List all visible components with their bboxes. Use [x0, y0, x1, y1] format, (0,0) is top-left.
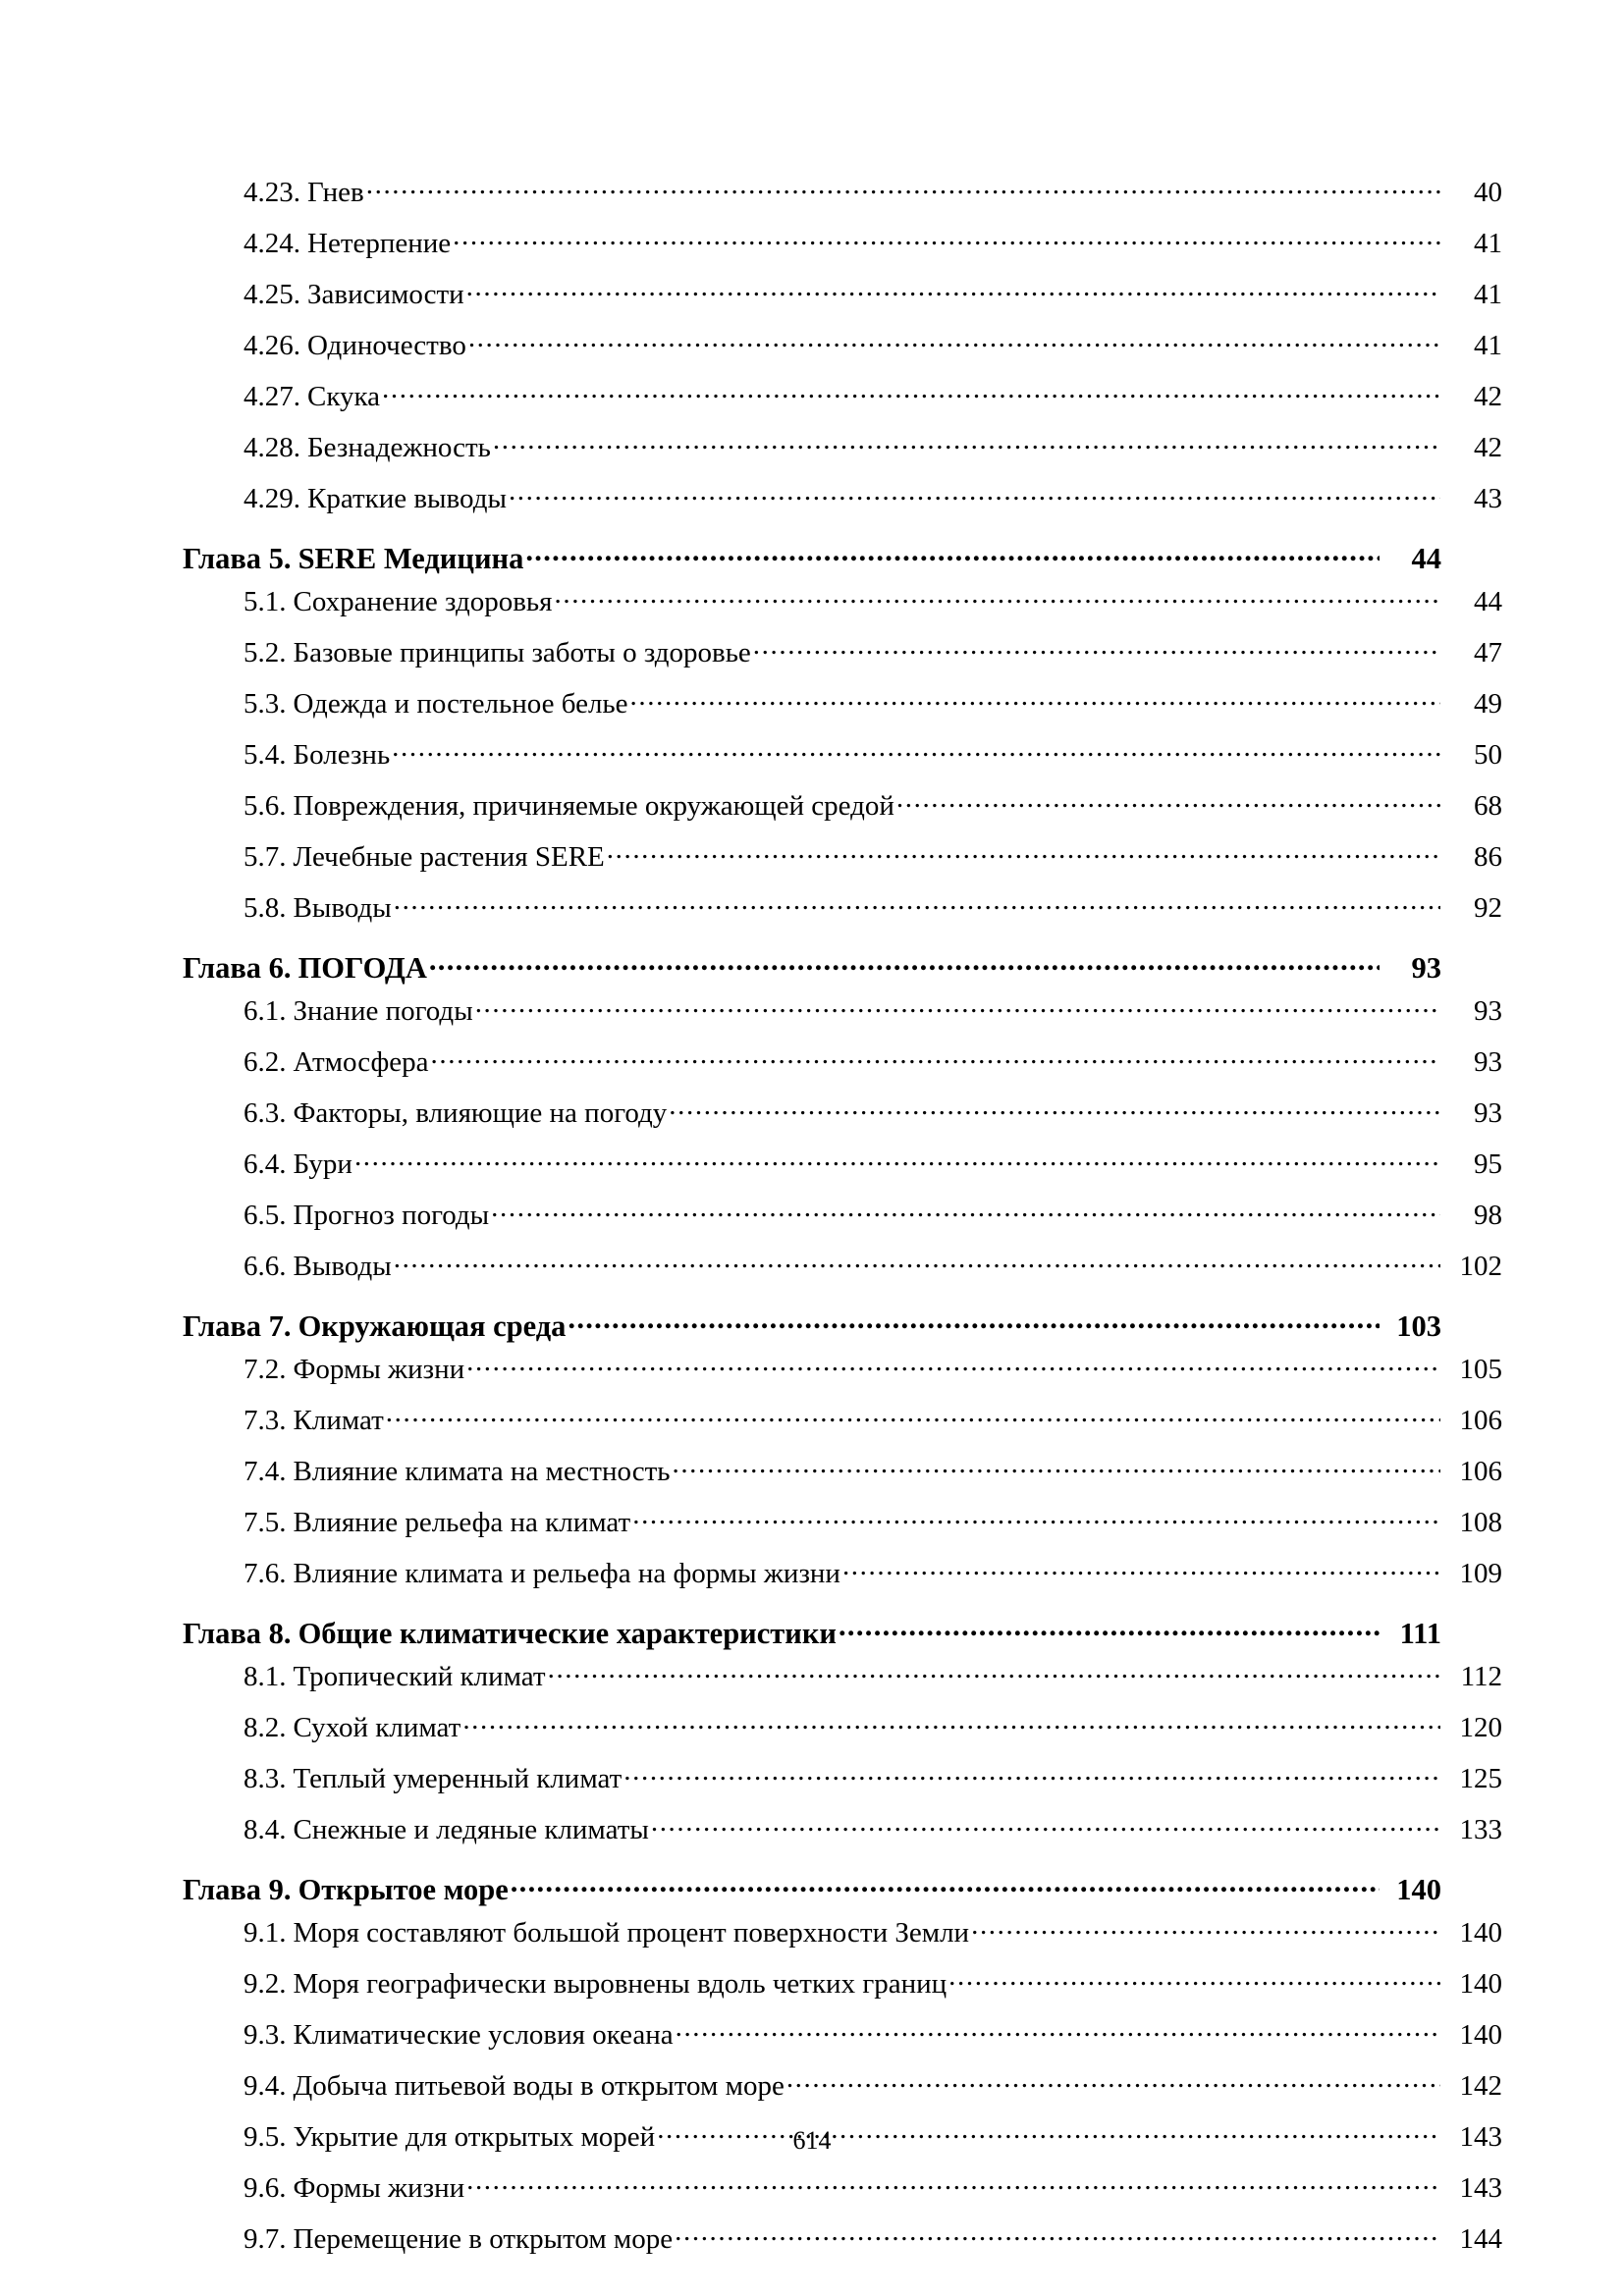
toc-section-entry[interactable] [244, 377, 1502, 411]
toc-entry-title: Снежные и ледяные климаты [293, 1814, 649, 1845]
toc-entry-page-number: 98 [1474, 1200, 1502, 1231]
toc-leader-dots [392, 735, 1440, 764]
toc-section-entry[interactable] [244, 2219, 1502, 2254]
toc-entry-title: Влияние климата на местность [293, 1456, 671, 1487]
toc-entry-number: 9.4. [244, 2070, 287, 2102]
table-of-contents [183, 173, 1502, 2270]
toc-section-entry[interactable] [244, 1964, 1502, 1999]
toc-entry-title: Одежда и постельное белье [293, 688, 628, 720]
toc-leader-dots [462, 1708, 1440, 1736]
toc-entry-title: Выводы [293, 1251, 392, 1282]
toc-section-entry[interactable] [244, 1657, 1502, 1691]
toc-entry-page-number: 120 [1459, 1712, 1502, 1743]
toc-entry-title: Перемещение в открытом море [293, 2223, 674, 2255]
toc-entry-number: 9.6. [244, 2172, 287, 2204]
toc-entry-page-number: 102 [1459, 1251, 1502, 1282]
toc-entry-title: Тропический климат [293, 1661, 546, 1692]
toc-entry-page-number: 125 [1459, 1763, 1502, 1794]
toc-entry-number: 8.4. [244, 1814, 287, 1845]
toc-leader-dots [466, 1350, 1440, 1378]
toc-leader-dots [386, 1401, 1440, 1429]
toc-leader-dots [491, 1196, 1440, 1224]
toc-entry-page-number: 43 [1474, 483, 1502, 514]
toc-leader-dots [842, 1554, 1440, 1582]
toc-entry-title: Формы жизни [293, 1354, 465, 1385]
toc-entry-page-number: 112 [1460, 1661, 1502, 1692]
toc-entry-title: Безнадежность [307, 432, 491, 463]
toc-entry-number: 4.23. [244, 177, 300, 208]
toc-entry-page-number: 41 [1474, 279, 1502, 310]
toc-entry-title: Общие климатические характеристики [298, 1616, 837, 1650]
toc-entry-title: Добыча питьевой воды в открытом море [293, 2070, 785, 2102]
toc-entry-page-number: 133 [1459, 1814, 1502, 1845]
toc-entry-title: Краткие выводы [307, 483, 507, 514]
toc-entry-number: 5.4. [244, 739, 287, 771]
toc-leader-dots [475, 991, 1440, 1020]
toc-entry-number: 6.6. [244, 1251, 287, 1282]
toc-leader-dots [466, 275, 1440, 303]
toc-entry-page-number: 44 [1474, 586, 1502, 617]
toc-entry-page-number: 140 [1396, 1872, 1441, 1906]
toc-leader-dots [607, 837, 1440, 866]
toc-entry-page-number: 108 [1459, 1507, 1502, 1538]
toc-entry-page-number: 109 [1459, 1558, 1502, 1589]
toc-entry-number: 7.5. [244, 1507, 287, 1538]
toc-section-entry[interactable] [244, 428, 1502, 462]
toc-chapter-entry[interactable] [183, 1613, 1441, 1648]
toc-leader-dots [675, 2219, 1440, 2248]
toc-entry-title: Открытое море [298, 1872, 509, 1906]
toc-entry-number: 8.3. [244, 1763, 287, 1794]
toc-entry-title: Нетерпение [307, 228, 452, 259]
toc-chapter-entry[interactable] [183, 1306, 1441, 1341]
toc-entry-title: Гнев [307, 177, 364, 208]
toc-section-entry[interactable] [244, 582, 1502, 616]
toc-section-entry[interactable] [244, 633, 1502, 667]
toc-leader-dots [555, 582, 1441, 611]
toc-entry-number: 5.8. [244, 892, 287, 924]
toc-entry-title: Скука [307, 381, 381, 412]
toc-entry-page-number: 47 [1474, 637, 1502, 668]
toc-entry-number: 5.1. [244, 586, 287, 617]
toc-entry-page-number: 105 [1459, 1354, 1502, 1385]
toc-leader-dots [948, 1964, 1440, 1993]
toc-entry-page-number: 50 [1474, 739, 1502, 771]
toc-entry-number: 6.5. [244, 1200, 287, 1231]
toc-entry-number: 5.6. [244, 790, 287, 822]
toc-section-entry[interactable] [244, 1503, 1502, 1537]
toc-entry-page-number: 144 [1459, 2223, 1502, 2255]
toc-entry-title: Зависимости [307, 279, 464, 310]
toc-entry-title: Моря географически выровнены вдоль четких границ [293, 1968, 947, 2000]
toc-entry-number: 4.25. [244, 279, 300, 310]
toc-entry-number: 9.3. [244, 2019, 287, 2051]
toc-entry-title: Атмосфера [293, 1046, 429, 1078]
toc-section-entry[interactable] [244, 684, 1502, 719]
toc-section-entry[interactable] [244, 224, 1502, 258]
toc-leader-dots [632, 1503, 1440, 1531]
toc-entry-page-number: 93 [1474, 995, 1502, 1027]
toc-leader-dots [786, 2066, 1440, 2095]
toc-section-entry[interactable] [244, 479, 1502, 513]
toc-entry-title: Выводы [293, 892, 392, 924]
toc-entry-page-number: 93 [1411, 950, 1441, 985]
toc-leader-dots [623, 1759, 1440, 1788]
toc-section-entry[interactable] [244, 1810, 1502, 1844]
toc-entry-title: Климат [293, 1405, 384, 1436]
toc-leader-dots [672, 1452, 1440, 1480]
toc-entry-number: 5.7. [244, 841, 287, 873]
toc-entry-title: Влияние рельефа на климат [293, 1507, 631, 1538]
toc-leader-dots [753, 633, 1440, 662]
toc-chapter-entry[interactable] [183, 1869, 1441, 1904]
toc-leader-dots [453, 224, 1440, 252]
toc-entry-page-number: 86 [1474, 841, 1502, 873]
toc-entry-page-number: 143 [1459, 2121, 1502, 2153]
toc-entry-page-number: 41 [1474, 228, 1502, 259]
toc-entry-page-number: 40 [1474, 177, 1502, 208]
toc-entry-title: Сохранение здоровья [293, 586, 553, 617]
toc-entry-number: 6.3. [244, 1097, 287, 1129]
toc-entry-number: 5.3. [244, 688, 287, 720]
toc-entry-page-number: 93 [1474, 1046, 1502, 1078]
toc-entry-page-number: 142 [1459, 2070, 1502, 2102]
toc-leader-dots [839, 1613, 1380, 1643]
toc-section-entry[interactable] [244, 837, 1502, 872]
toc-entry-number: Глава 6. [183, 950, 292, 985]
toc-entry-page-number: 106 [1459, 1405, 1502, 1436]
toc-section-entry[interactable] [244, 275, 1502, 309]
toc-entry-title: SERE Медицина [298, 541, 524, 575]
toc-leader-dots [511, 1869, 1380, 1899]
toc-entry-page-number: 140 [1459, 1968, 1502, 2000]
toc-leader-dots [354, 1145, 1440, 1173]
toc-entry-number: 5.2. [244, 637, 287, 668]
toc-entry-title: Повреждения, причиняемые окружающей средой [293, 790, 894, 822]
toc-leader-dots [509, 479, 1440, 507]
toc-section-entry[interactable] [244, 1247, 1502, 1281]
toc-entry-page-number: 143 [1459, 2172, 1502, 2204]
toc-leader-dots [971, 1913, 1440, 1942]
toc-entry-number: 7.6. [244, 1558, 287, 1589]
toc-leader-dots [382, 377, 1440, 405]
toc-entry-number: 6.4. [244, 1148, 287, 1180]
toc-entry-page-number: 42 [1474, 432, 1502, 463]
toc-entry-title: ПОГОДА [298, 950, 427, 985]
toc-entry-page-number: 106 [1459, 1456, 1502, 1487]
toc-entry-page-number: 140 [1459, 2019, 1502, 2051]
toc-entry-title: Окружающая среда [298, 1308, 567, 1343]
toc-entry-page-number: 42 [1474, 381, 1502, 412]
toc-entry-title: Моря составляют большой процент поверхности Земли [293, 1917, 970, 1949]
toc-section-entry[interactable] [244, 786, 1502, 821]
toc-leader-dots [548, 1657, 1440, 1685]
toc-entry-title: Болезнь [293, 739, 391, 771]
toc-entry-title: Одиночество [307, 330, 466, 361]
toc-leader-dots [651, 1810, 1440, 1839]
toc-section-entry[interactable] [244, 326, 1502, 360]
toc-entry-number: 4.27. [244, 381, 300, 412]
toc-leader-dots [630, 684, 1440, 713]
toc-section-entry[interactable] [244, 1042, 1502, 1077]
toc-section-entry[interactable] [244, 173, 1502, 207]
toc-leader-dots [466, 2168, 1440, 2197]
toc-section-entry[interactable] [244, 2066, 1502, 2101]
toc-leader-dots [568, 1306, 1380, 1336]
toc-entry-title: Знание погоды [293, 995, 473, 1027]
toc-section-entry[interactable] [244, 1094, 1502, 1128]
toc-entry-title: Сухой климат [293, 1712, 461, 1743]
toc-entry-page-number: 95 [1474, 1148, 1502, 1180]
toc-section-entry[interactable] [244, 888, 1502, 923]
toc-section-entry[interactable] [244, 991, 1502, 1026]
toc-entry-title: Укрытие для открытых морей [293, 2121, 656, 2153]
toc-section-entry[interactable] [244, 1196, 1502, 1230]
toc-entry-number: 9.5. [244, 2121, 287, 2153]
toc-section-entry[interactable] [244, 1401, 1502, 1435]
toc-entry-number: 9.7. [244, 2223, 287, 2255]
toc-entry-number: Глава 7. [183, 1308, 292, 1343]
toc-section-entry[interactable] [244, 1708, 1502, 1742]
toc-section-entry[interactable] [244, 735, 1502, 770]
toc-leader-dots [669, 1094, 1440, 1122]
toc-entry-number: 4.29. [244, 483, 300, 514]
toc-leader-dots [366, 173, 1440, 201]
toc-section-entry[interactable] [244, 1759, 1502, 1793]
toc-leader-dots [394, 1247, 1440, 1275]
toc-entry-page-number: 140 [1459, 1917, 1502, 1949]
toc-entry-title: Климатические условия океана [293, 2019, 674, 2051]
toc-entry-title: Влияние климата и рельефа на формы жизни [293, 1558, 840, 1589]
toc-leader-dots [394, 888, 1440, 917]
toc-entry-page-number: 111 [1399, 1616, 1441, 1650]
toc-entry-number: Глава 5. [183, 541, 292, 575]
toc-entry-title: Факторы, влияющие на погоду [293, 1097, 668, 1129]
toc-section-entry[interactable] [244, 1554, 1502, 1588]
toc-entry-title: Базовые принципы заботы о здоровье [293, 637, 751, 668]
toc-entry-page-number: 92 [1474, 892, 1502, 924]
toc-entry-number: 6.1. [244, 995, 287, 1027]
toc-leader-dots [431, 1042, 1440, 1071]
toc-entry-number: 4.28. [244, 432, 300, 463]
toc-chapter-entry[interactable] [183, 947, 1441, 983]
toc-entry-page-number: 103 [1396, 1308, 1441, 1343]
toc-entry-page-number: 41 [1474, 330, 1502, 361]
toc-leader-dots [525, 538, 1380, 568]
toc-entry-number: 7.4. [244, 1456, 287, 1487]
toc-entry-page-number: 93 [1474, 1097, 1502, 1129]
toc-leader-dots [896, 786, 1440, 815]
toc-section-entry[interactable] [244, 1145, 1502, 1179]
toc-entry-page-number: 44 [1411, 541, 1441, 575]
toc-leader-dots [676, 2015, 1440, 2044]
toc-entry-number: 6.2. [244, 1046, 287, 1078]
page-folio: 614 [792, 2126, 832, 2155]
toc-entry-number: 7.2. [244, 1354, 287, 1385]
toc-leader-dots [468, 326, 1440, 354]
toc-entry-title: Формы жизни [293, 2172, 465, 2204]
toc-entry-number: Глава 8. [183, 1616, 292, 1650]
toc-entry-number: 4.26. [244, 330, 300, 361]
toc-section-entry[interactable] [244, 1350, 1502, 1384]
toc-section-entry[interactable] [244, 2168, 1502, 2203]
toc-entry-number: 8.2. [244, 1712, 287, 1743]
toc-entry-number: 8.1. [244, 1661, 287, 1692]
toc-section-entry[interactable] [244, 2015, 1502, 2050]
toc-entry-title: Теплый умеренный климат [293, 1763, 623, 1794]
toc-section-entry[interactable] [244, 1452, 1502, 1486]
toc-entry-number: 4.24. [244, 228, 300, 259]
toc-entry-number: Глава 9. [183, 1872, 292, 1906]
toc-chapter-entry[interactable] [183, 538, 1441, 573]
toc-entry-number: 9.1. [244, 1917, 287, 1949]
toc-entry-number: 7.3. [244, 1405, 287, 1436]
toc-leader-dots [493, 428, 1440, 456]
toc-entry-title: Прогноз погоды [293, 1200, 490, 1231]
toc-entry-title: Бури [293, 1148, 352, 1180]
toc-section-entry[interactable] [244, 1913, 1502, 1948]
toc-entry-number: 9.2. [244, 1968, 287, 2000]
toc-entry-title: Лечебные растения SERE [293, 841, 605, 873]
toc-entry-page-number: 49 [1474, 688, 1502, 720]
toc-entry-page-number: 68 [1474, 790, 1502, 822]
toc-leader-dots [429, 947, 1380, 978]
